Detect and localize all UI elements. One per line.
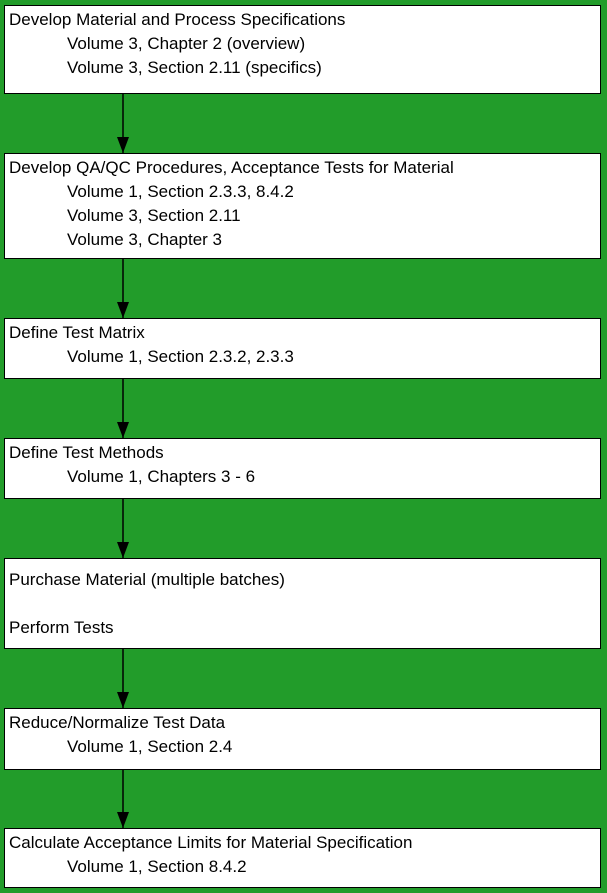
step-purchase-and-test (4, 558, 601, 649)
step-reference: Volume 1, Chapters 3 - 6 (67, 467, 256, 486)
step-reference: Volume 3, Chapter 3 (67, 230, 222, 249)
step-reduce-normalize-data (4, 708, 601, 770)
step-title: Define Test Matrix (9, 323, 145, 342)
step-reference: Volume 1, Section 2.3.2, 2.3.3 (67, 347, 294, 366)
step-title: Reduce/Normalize Test Data (9, 713, 226, 732)
step-title: Develop Material and Process Specifications (9, 10, 346, 29)
step-title: Develop QA/QC Procedures, Acceptance Tests for Material (9, 158, 454, 177)
step-title: Calculate Acceptance Limits for Material Specification (9, 833, 413, 852)
step-develop-specifications (4, 5, 601, 94)
arrowhead-3 (117, 422, 129, 438)
step-reference: Volume 3, Section 2.11 (specifics) (67, 58, 322, 77)
arrowhead-5 (117, 692, 129, 708)
step-title: Perform Tests (9, 618, 114, 637)
step-reference: Volume 1, Section 2.3.3, 8.4.2 (67, 182, 294, 201)
step-reference: Volume 1, Section 2.4 (67, 737, 233, 756)
step-define-test-methods (4, 438, 601, 499)
arrowhead-2 (117, 302, 129, 318)
arrowhead-4 (117, 542, 129, 558)
step-reference: Volume 3, Section 2.11 (67, 206, 241, 225)
step-develop-qa-qc (4, 153, 601, 259)
arrowhead-6 (117, 812, 129, 828)
arrowhead-1 (117, 137, 129, 153)
step-calculate-acceptance-limits (4, 828, 601, 888)
step-title: Purchase Material (multiple batches) (9, 570, 285, 589)
step-define-test-matrix (4, 318, 601, 379)
step-reference: Volume 3, Chapter 2 (overview) (67, 34, 306, 53)
spacer (9, 592, 600, 616)
step-reference: Volume 1, Section 8.4.2 (67, 857, 247, 876)
step-title: Define Test Methods (9, 443, 164, 462)
